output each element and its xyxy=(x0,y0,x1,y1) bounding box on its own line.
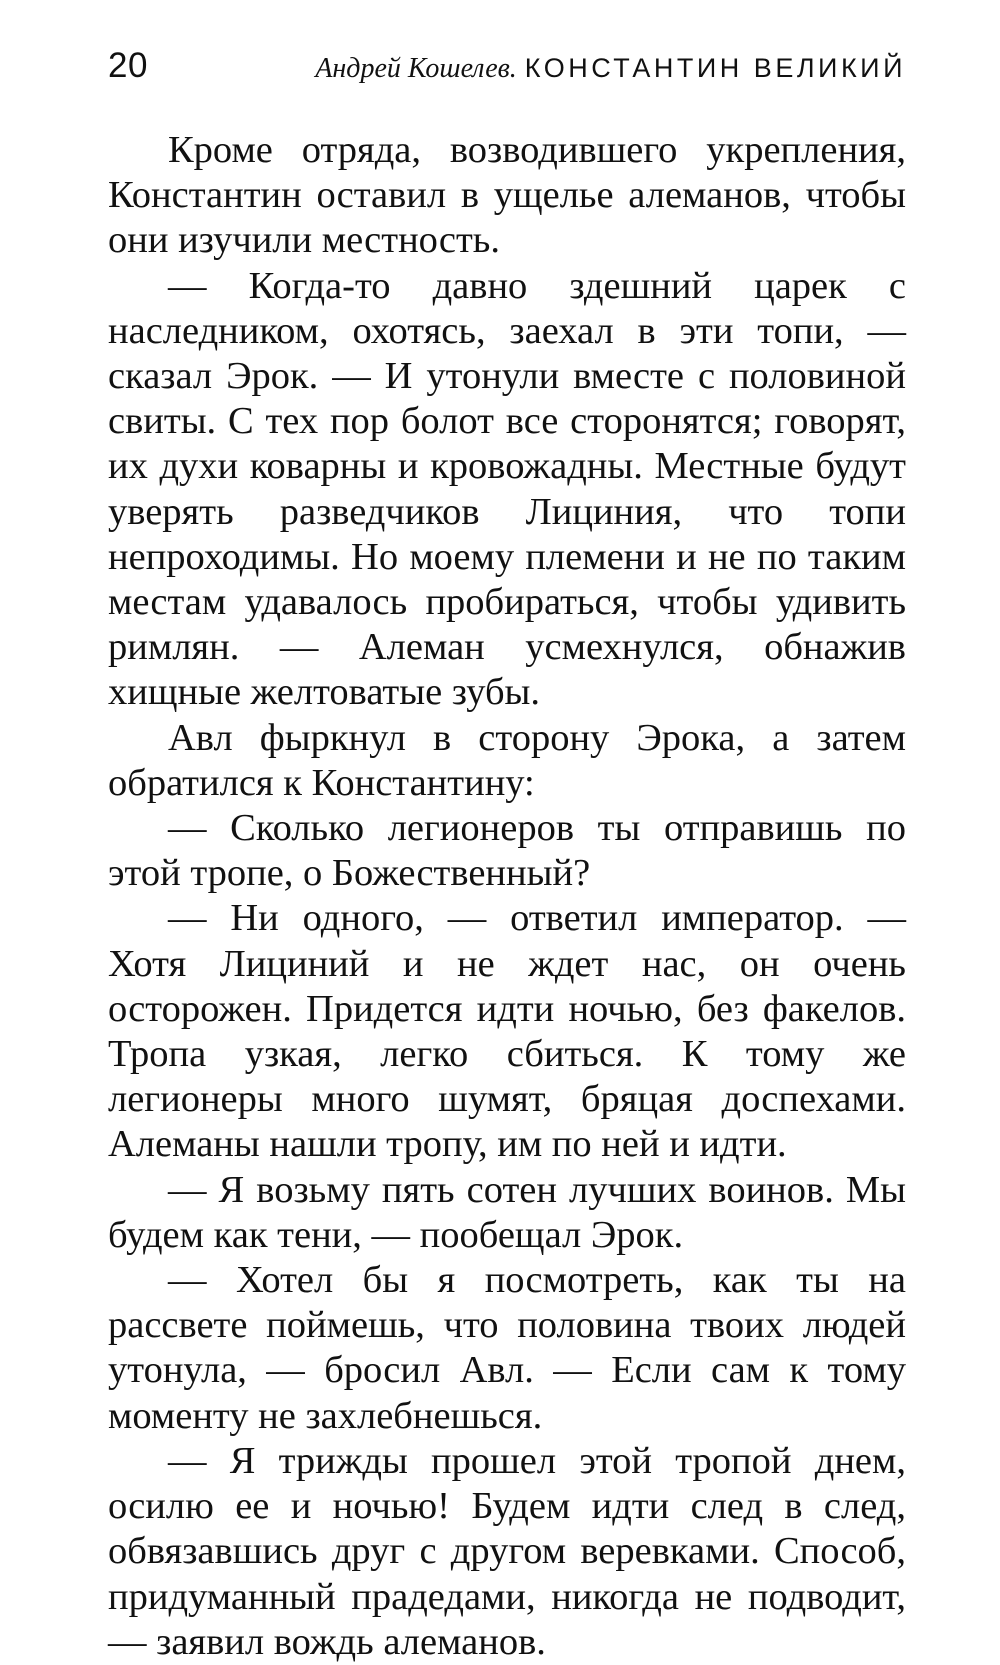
running-title xyxy=(315,53,906,85)
paragraph: Кроме отряда, возводившего укрепления, Константин оставил в ущелье алеманов, чтобы они изучили местность. xyxy=(108,129,906,262)
body-text xyxy=(108,128,906,1665)
paragraph: — Сколько легионеров ты отправишь по этой тропе, о Божественный? xyxy=(108,807,906,895)
paragraph: — Я трижды прошел этой тропой днем, осилю ее и ночью! Будем идти след в след, обвязавшись друг с другом веревками. Способ, придуманный прадедами, никогда не подводит, — заявил вождь алеманов. xyxy=(108,1439,906,1663)
paragraph: — Хотел бы я посмотреть, как ты на рассвете поймешь, что половина твоих людей утонула, — бросил Авл. — Если сам к тому моменту не захлебнешься. xyxy=(108,1259,906,1437)
paragraph: — Ни одного, — ответил император. — Хотя Лициний и не ждет нас, он очень осторожен. Придется идти ночью, без факелов. Тропа узкая, легко сбиться. К тому же легионеры много шумят, бряцая доспехами. Алеманы нашли тропу, им по ней и идти. xyxy=(108,897,906,1166)
paragraph: Авл фыркнул в сторону Эрока, а затем обратился к Константину: xyxy=(108,716,906,804)
page-number: 20 xyxy=(108,46,148,85)
running-head xyxy=(108,46,906,94)
paragraph: — Когда-то давно здешний царек с наследником, охотясь, заехал в эти топи, — сказал Эрок. — И утонули вместе с половиной свиты. С тех пор болот все сторонятся; говорят, их духи коварны и кровожадны. Местные будут уверять разведчиков Лициния, что топи непроходимы. Но моему племени и не по таким местам удавалось пробираться, чтобы удивить римлян. — Алеман усмехнулся, обнажив хищные желтоватые зубы. xyxy=(108,264,906,714)
book-title: КОНСТАНТИН ВЕЛИКИЙ xyxy=(524,53,906,83)
author-name: Андрей Кошелев. xyxy=(315,53,517,84)
paragraph: — Я возьму пять сотен лучших воинов. Мы будем как тени, — пообещал Эрок. xyxy=(108,1168,906,1256)
